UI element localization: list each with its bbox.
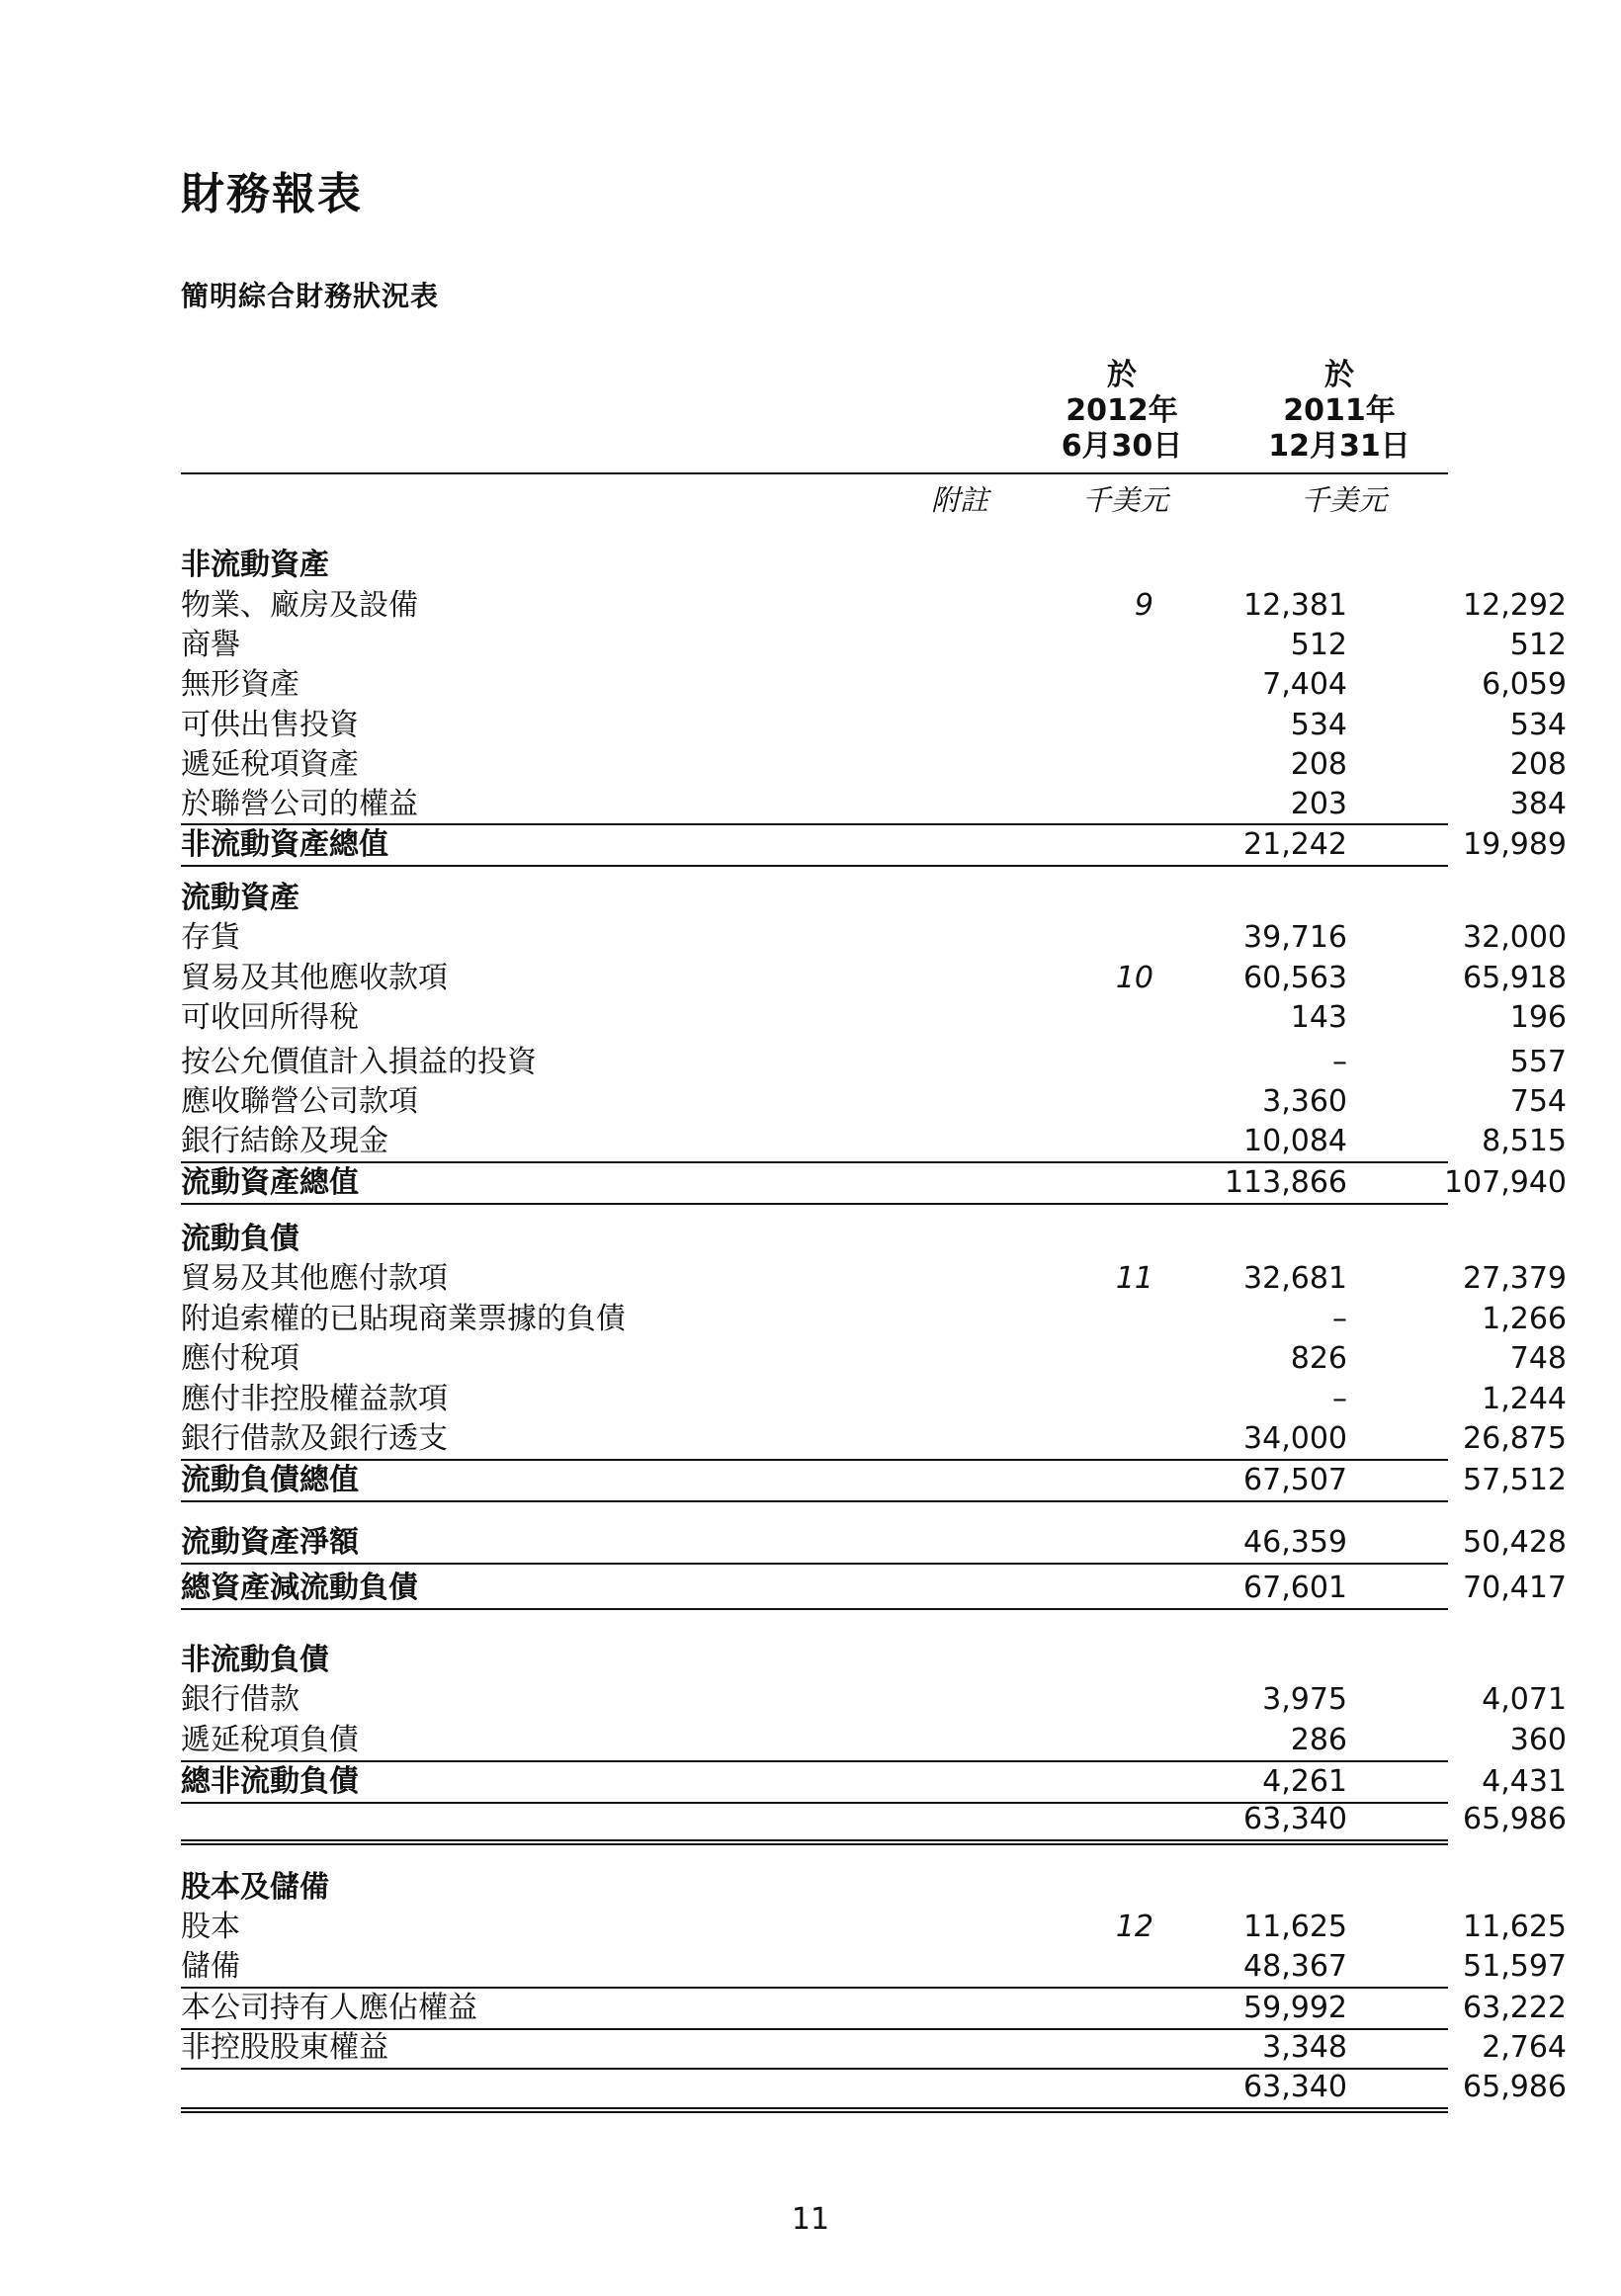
- row-value-2012: 34,000: [1243, 1421, 1347, 1456]
- table-row: [181, 2068, 1567, 2113]
- page-number: 11: [791, 2202, 830, 2237]
- table-row: [181, 2028, 1567, 2070]
- row-value-2011: 65,986: [1463, 1802, 1567, 1836]
- row-value-2011: 2,764: [1482, 2030, 1567, 2065]
- row-label: 按公允價值計入損益的投資: [181, 1045, 537, 1079]
- row-label: 物業、廠房及設備: [181, 588, 418, 623]
- column-header-line: 6月30日: [1061, 429, 1183, 464]
- row-label: 股本: [181, 1910, 240, 1944]
- row-value-2011: 196: [1509, 1000, 1567, 1035]
- table-row: [181, 1259, 1567, 1299]
- column-header-line: 2011年: [1283, 393, 1396, 428]
- table-row: [181, 1122, 1567, 1161]
- row-label: 無形資產: [181, 667, 299, 702]
- table-row: [181, 998, 1567, 1038]
- row-label: 非流動資產: [181, 548, 329, 582]
- row-value-2011: 63,222: [1463, 1991, 1567, 2025]
- row-label: 銀行借款及銀行透支: [181, 1421, 448, 1456]
- row-label: 流動負債: [181, 1222, 299, 1256]
- unit-label-2011: 千美元: [1300, 483, 1387, 517]
- row-label: 銀行結餘及現金: [181, 1124, 388, 1158]
- row-note: 10: [1115, 961, 1153, 995]
- row-value-2012: 203: [1290, 787, 1347, 821]
- table-row: [181, 1947, 1567, 1989]
- row-label: 非控股股東權益: [181, 2030, 388, 2065]
- row-note: 12: [1115, 1910, 1153, 1944]
- table-row: [181, 586, 1567, 626]
- row-value-2012: –: [1332, 1382, 1347, 1416]
- row-value-2012: 48,367: [1243, 1949, 1347, 1984]
- row-value-2011: 1,244: [1482, 1382, 1567, 1416]
- table-row: [181, 1161, 1567, 1205]
- row-label: 可收回所得稅: [181, 1000, 359, 1035]
- row-label: 存貨: [181, 920, 240, 955]
- section-heading-row: [181, 879, 1448, 918]
- row-value-2012: 59,992: [1243, 1991, 1347, 2025]
- row-value-2011: 1,266: [1482, 1302, 1567, 1336]
- row-value-2011: 557: [1509, 1045, 1567, 1079]
- row-label: 流動資產: [181, 881, 299, 915]
- row-value-2011: 6,059: [1482, 667, 1567, 702]
- row-label: 遞延稅項資產: [181, 747, 359, 782]
- row-label: 總非流動負債: [181, 1764, 359, 1799]
- row-value-2012: 826: [1290, 1341, 1347, 1376]
- row-value-2011: 512: [1509, 628, 1567, 662]
- table-row: [181, 1721, 1567, 1760]
- row-label: 流動資產總值: [181, 1165, 359, 1200]
- table-row: [181, 1043, 1567, 1082]
- row-label: 流動負債總值: [181, 1463, 359, 1497]
- row-value-2011: 51,597: [1463, 1949, 1567, 1984]
- table-row: [181, 1680, 1567, 1720]
- row-label: 銀行借款: [181, 1682, 299, 1717]
- row-label: 於聯營公司的權益: [181, 787, 418, 821]
- row-value-2012: 63,340: [1243, 1802, 1347, 1836]
- row-value-2011: 12,292: [1463, 588, 1567, 623]
- row-value-2012: 113,866: [1224, 1165, 1347, 1200]
- table-row: [181, 823, 1567, 867]
- row-value-2012: 11,625: [1243, 1910, 1347, 1944]
- table-row: [181, 1569, 1567, 1610]
- row-value-2011: 32,000: [1463, 920, 1567, 955]
- row-value-2011: 50,428: [1463, 1525, 1567, 1560]
- row-value-2012: 4,261: [1262, 1764, 1347, 1799]
- row-value-2011: 754: [1509, 1084, 1567, 1119]
- section-heading-row: [181, 1641, 1448, 1680]
- row-label: 應付稅項: [181, 1341, 299, 1376]
- row-note: 9: [1134, 588, 1153, 623]
- row-label: 應收聯營公司款項: [181, 1084, 418, 1119]
- section-heading-row: [181, 1220, 1448, 1259]
- unit-label-2012: 千美元: [1081, 483, 1168, 517]
- row-note: 11: [1115, 1261, 1153, 1296]
- row-value-2012: 63,340: [1243, 2070, 1347, 2104]
- row-value-2012: 3,975: [1262, 1682, 1347, 1717]
- table-row: [181, 706, 1567, 745]
- column-header-line: 2012年: [1066, 393, 1178, 428]
- row-value-2011: 534: [1509, 708, 1567, 742]
- row-label: 總資產減流動負債: [181, 1571, 418, 1605]
- row-value-2012: 32,681: [1243, 1261, 1347, 1296]
- table-row: [181, 1800, 1567, 1845]
- table-row: [181, 1523, 1567, 1565]
- page-title: 財務報表: [181, 169, 363, 219]
- row-value-2011: 11,625: [1463, 1910, 1567, 1944]
- row-label: 可供出售投資: [181, 708, 359, 742]
- row-value-2012: –: [1332, 1302, 1347, 1336]
- table-row: [181, 1459, 1567, 1502]
- row-value-2011: 360: [1509, 1723, 1567, 1757]
- statement-subtitle: 簡明綜合財務狀況表: [181, 280, 440, 312]
- row-value-2012: 3,360: [1262, 1084, 1347, 1119]
- row-label: 非流動負債: [181, 1643, 329, 1677]
- row-value-2011: 70,417: [1463, 1571, 1567, 1605]
- table-row: [181, 1419, 1567, 1459]
- note-column-header: 附註: [930, 483, 988, 517]
- row-value-2012: 12,381: [1243, 588, 1347, 623]
- row-label: 遞延稅項負債: [181, 1723, 359, 1757]
- row-value-2011: 4,071: [1482, 1682, 1567, 1717]
- row-value-2012: 10,084: [1243, 1124, 1347, 1158]
- row-label: 儲備: [181, 1949, 240, 1984]
- row-value-2012: 534: [1290, 708, 1347, 742]
- row-value-2012: 21,242: [1243, 827, 1347, 862]
- row-value-2011: 27,379: [1463, 1261, 1567, 1296]
- row-value-2012: 39,716: [1243, 920, 1347, 955]
- row-value-2011: 107,940: [1443, 1165, 1567, 1200]
- table-row: [181, 745, 1567, 785]
- row-value-2011: 748: [1509, 1341, 1567, 1376]
- table-row: [181, 1339, 1567, 1379]
- row-value-2012: 60,563: [1243, 961, 1347, 995]
- table-row: [181, 1380, 1567, 1419]
- row-value-2012: –: [1332, 1045, 1347, 1079]
- row-value-2011: 4,431: [1482, 1764, 1567, 1799]
- table-row: [181, 1989, 1567, 2030]
- section-heading-row: [181, 1868, 1448, 1908]
- row-label: 本公司持有人應佔權益: [181, 1991, 477, 2025]
- row-value-2011: 26,875: [1463, 1421, 1567, 1456]
- row-label: 商譽: [181, 628, 240, 662]
- row-value-2011: 8,515: [1482, 1124, 1567, 1158]
- column-header-line: 於: [1324, 358, 1354, 392]
- column-header-line: 於: [1107, 358, 1137, 392]
- row-value-2012: 3,348: [1262, 2030, 1347, 2065]
- row-value-2012: 286: [1290, 1723, 1347, 1757]
- table-row: [181, 1300, 1567, 1339]
- row-label: 應付非控股權益款項: [181, 1382, 448, 1416]
- row-value-2011: 65,918: [1463, 961, 1567, 995]
- row-value-2012: 143: [1290, 1000, 1347, 1035]
- row-value-2012: 7,404: [1262, 667, 1347, 702]
- row-value-2012: 46,359: [1243, 1525, 1347, 1560]
- row-value-2011: 19,989: [1463, 827, 1567, 862]
- row-label: 流動資產淨額: [181, 1525, 359, 1560]
- row-label: 非流動資產總值: [181, 827, 388, 862]
- row-value-2012: 512: [1290, 628, 1347, 662]
- section-heading-row: [181, 546, 1448, 585]
- table-row: [181, 665, 1567, 705]
- table-row: [181, 1082, 1567, 1122]
- row-value-2011: 57,512: [1463, 1463, 1567, 1497]
- row-label: 股本及儲備: [181, 1870, 329, 1905]
- row-label: 貿易及其他應付款項: [181, 1261, 448, 1296]
- row-value-2012: 67,507: [1243, 1463, 1347, 1497]
- table-row: [181, 959, 1567, 998]
- table-row: [181, 785, 1567, 824]
- column-header-line: 12月31日: [1268, 429, 1410, 464]
- row-value-2012: 208: [1290, 747, 1347, 782]
- row-label: 貿易及其他應收款項: [181, 961, 448, 995]
- row-label: 附追索權的已貼現商業票據的負債: [181, 1302, 626, 1336]
- row-value-2012: 67,601: [1243, 1571, 1347, 1605]
- row-value-2011: 384: [1509, 787, 1567, 821]
- table-row: [181, 1908, 1567, 1947]
- row-value-2011: 208: [1509, 747, 1567, 782]
- row-value-2011: 65,986: [1463, 2070, 1567, 2104]
- table-row: [181, 626, 1567, 665]
- table-row: [181, 1760, 1567, 1804]
- table-row: [181, 918, 1567, 958]
